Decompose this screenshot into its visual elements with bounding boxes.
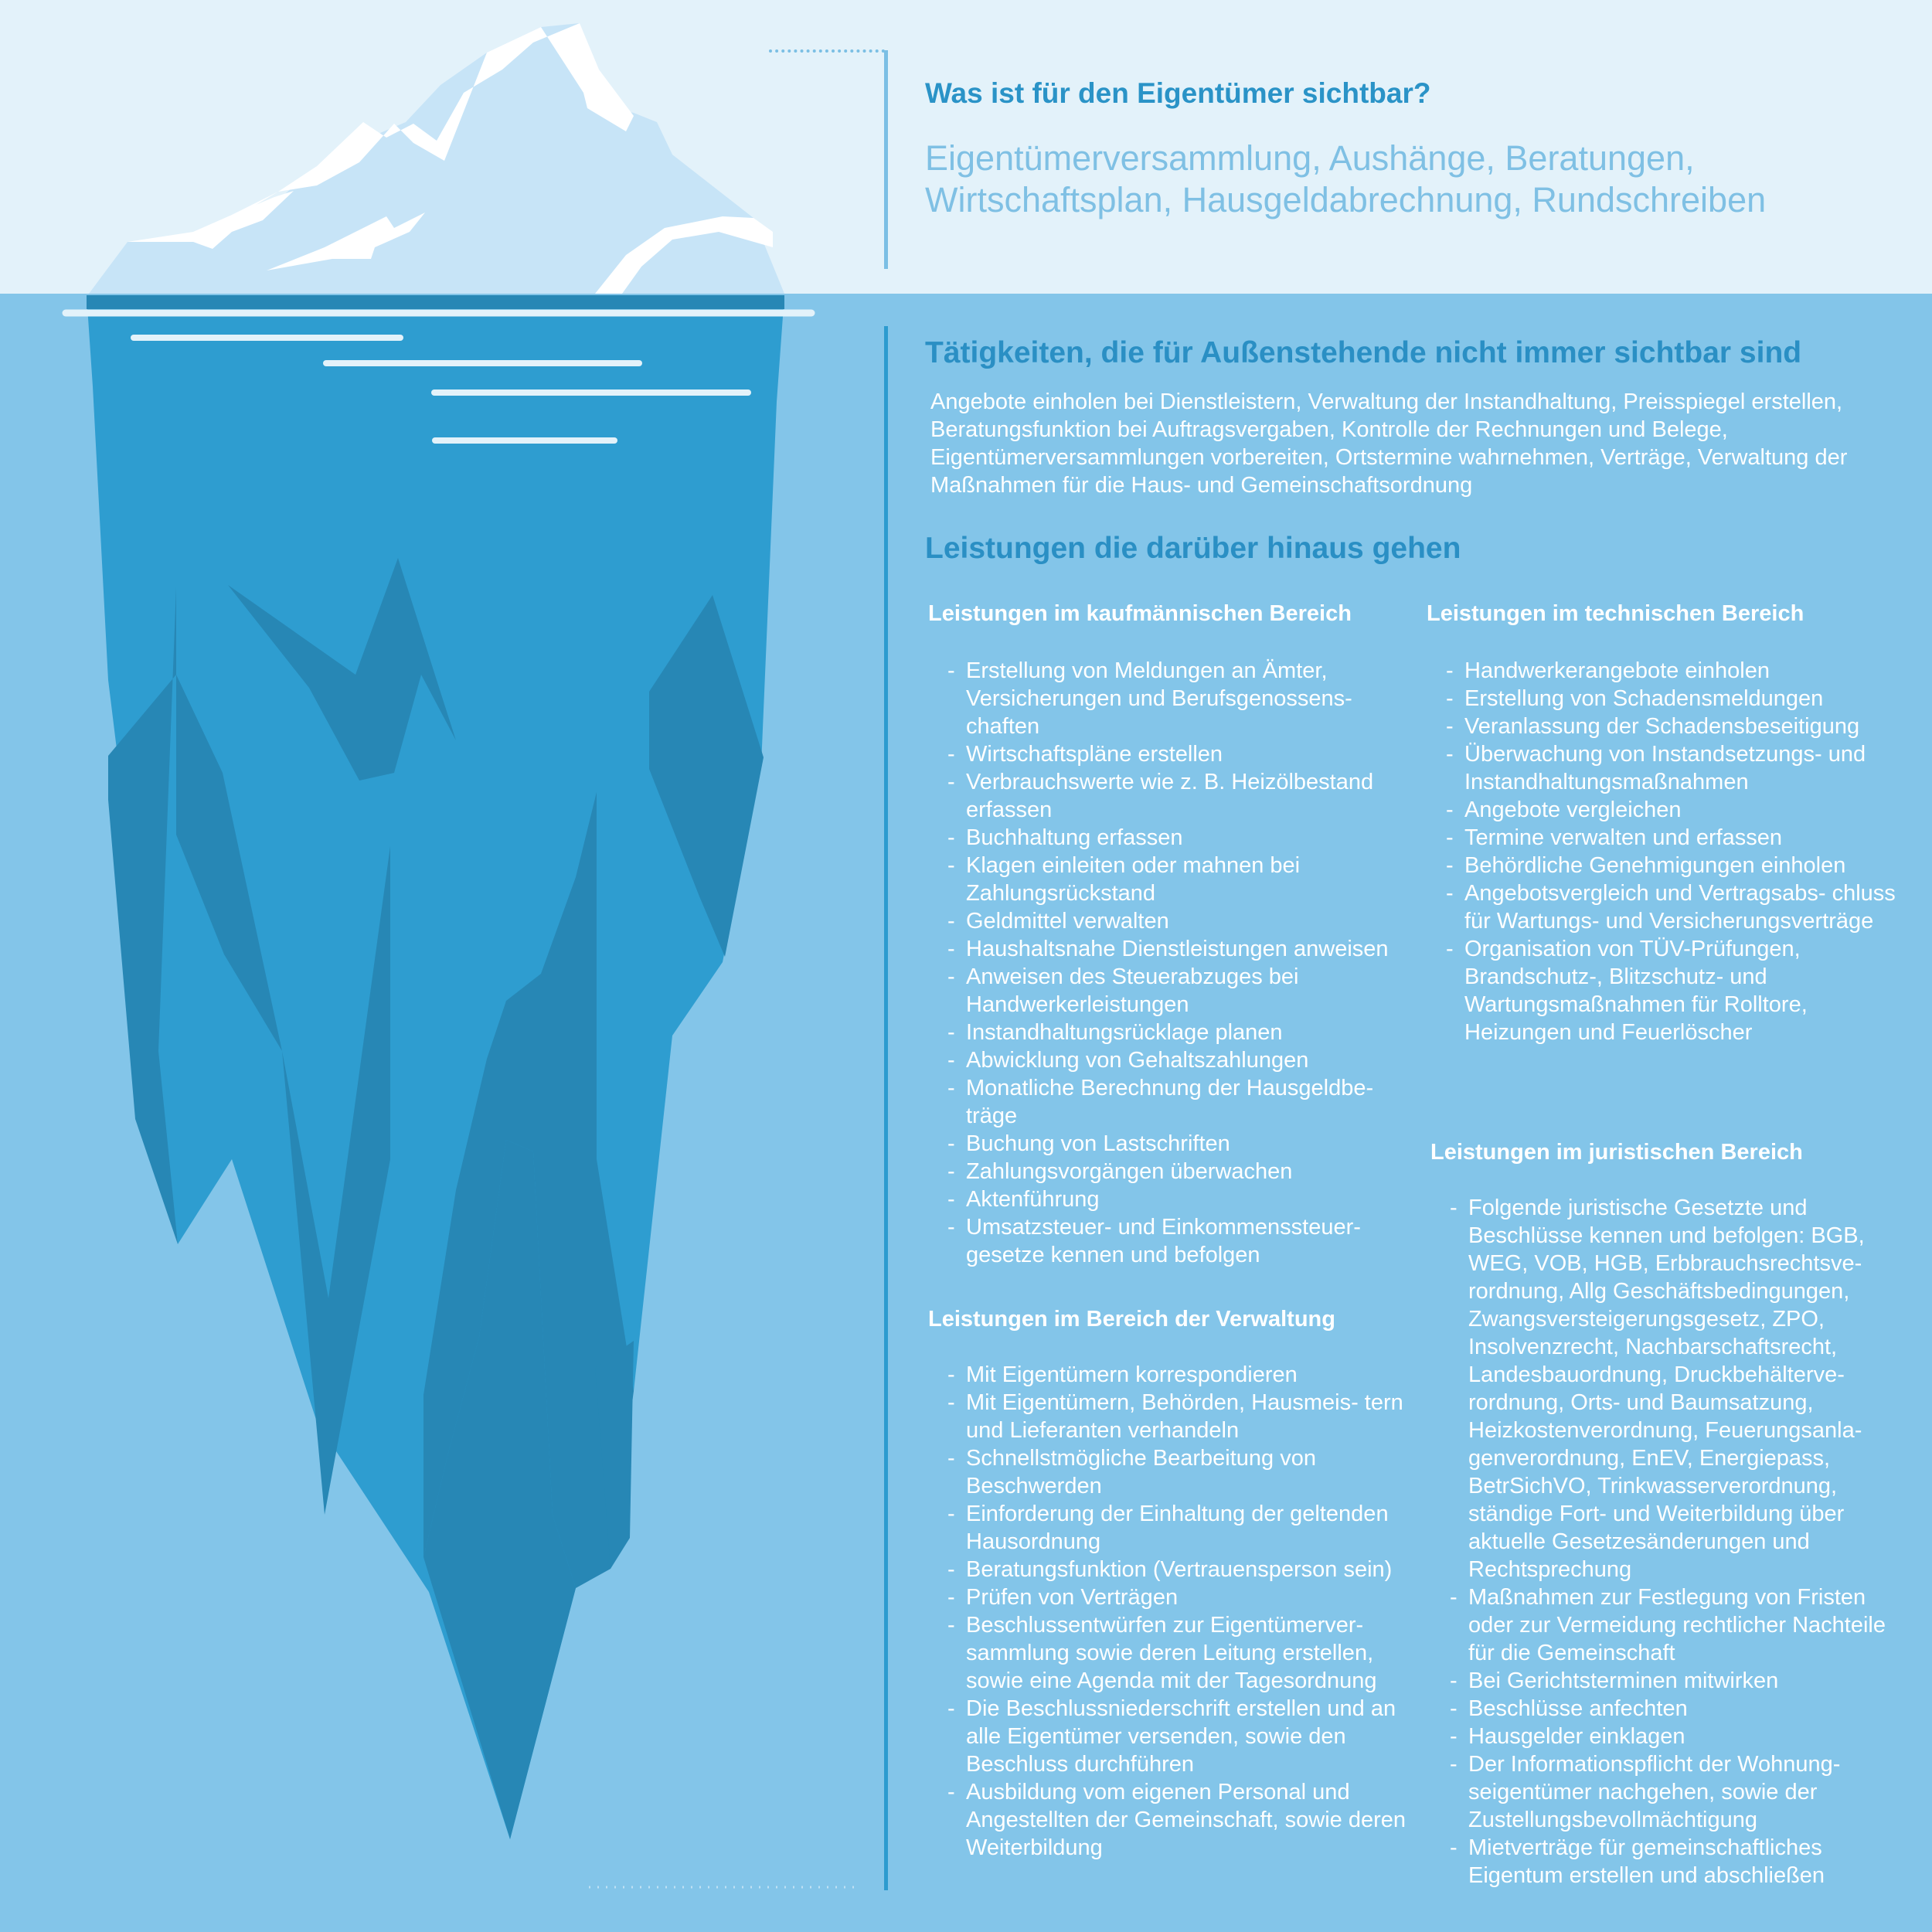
iceberg-shadow-8 xyxy=(87,295,784,309)
list-item: - Überwachung von Instandsetzungs- und Instandhaltungsmaßnahmen xyxy=(1446,740,1917,796)
list-item: - Verbrauchswerte wie z. B. Heizölbestand erfassen xyxy=(947,768,1427,824)
list-item: - Mietverträge für gemeinschaftliches Eigentum erstellen und abschließen xyxy=(1450,1834,1913,1889)
kaufmaennisch-list xyxy=(947,657,1427,1269)
list-item: - Monatliche Berechnung der Hausgeldbe- träge xyxy=(947,1074,1427,1130)
divider-top xyxy=(884,50,888,269)
list-item: - Mit Eigentümern, Behörden, Hausmeis- tern und Lieferanten verhandeln xyxy=(947,1389,1427,1444)
list-item: - Prüfen von Verträgen xyxy=(947,1583,1427,1611)
kaufmaennisch-title: Leistungen im kaufmännischen Bereich xyxy=(928,601,1352,626)
visible-body: Eigentümerversammlung, Aushänge, Beratungen, Wirtschaftsplan, Hausgeldabrechnung, Rundschreiben xyxy=(925,138,1767,219)
verwaltung-title: Leistungen im Bereich der Verwaltung xyxy=(928,1307,1335,1332)
list-item: - Umsatzsteuer- und Einkommenssteuer- gesetze kennen und befolgen xyxy=(947,1213,1427,1269)
list-item: - Folgende juristische Gesetzte und Beschlüsse kennen und befolgen: BGB, WEG, VOB, HGB, Erbbrauchsrechtsve- rordnung, Allg Geschäftsbedingungen, Zwangsversteigerungsgesetz, ZPO, Insolvenzrecht, Nachbarschaftsrecht, Landesbauordnung, Druckbehälterve- rordnung, Orts- und Baumsatzung, Heizkostenverordnung, Feuerungsanla- genverordnung, EnEV, Energiepass, BetrSichVO, Trinkwasserverordnung, ständige Fort- und Weiterbildung über aktuelle Gesetzesänderungen und Rechtsprechung xyxy=(1450,1194,1913,1583)
technisch-list xyxy=(1446,657,1917,1046)
technisch-title: Leistungen im technischen Bereich xyxy=(1427,601,1804,626)
list-item: - Aktenführung xyxy=(947,1185,1427,1213)
list-item: - Beschlussentwürfen zur Eigentümerver- sammlung sowie deren Leitung erstellen, sowie eine Agenda mit der Tagesordnung xyxy=(947,1611,1427,1695)
list-item: - Erstellung von Schadensmeldungen xyxy=(1446,685,1917,713)
hidden-body: Angebote einholen bei Dienstleistern, Verwaltung der Instandhaltung, Preisspiegel erstellen, Beratungsfunktion bei Auftragsvergaben, Kontrolle der Rechnungen und Belege, Eigentümerversammlungen vorbereiten, Ortstermine wahrnehmen, Verträge, Verwaltung der Maßnahmen für die Haus- und Gemeinschaftsordnung xyxy=(930,389,1848,498)
list-item: - Behördliche Genehmigungen einholen xyxy=(1446,852,1917,879)
list-item: - Wirtschaftspläne erstellen xyxy=(947,740,1427,768)
list-item: - Einforderung der Einhaltung der geltenden Hausordnung xyxy=(947,1500,1427,1556)
list-item: - Bei Gerichtsterminen mitwirken xyxy=(1450,1667,1913,1695)
list-item: - Beschlüsse anfechten xyxy=(1450,1695,1913,1723)
list-item: - Maßnahmen zur Festlegung von Fristen oder zur Vermeidung rechtlicher Nachteile für die Gemeinschaft xyxy=(1450,1583,1913,1667)
list-item: - Ausbildung vom eigenen Personal und Angestellten der Gemeinschaft, sowie deren Weiterbildung xyxy=(947,1778,1427,1862)
list-item: - Schnellstmögliche Bearbeitung von Beschwerden xyxy=(947,1444,1427,1500)
extra-title: Leistungen die darüber hinaus gehen xyxy=(925,532,1461,565)
list-item: - Erstellung von Meldungen an Ämter, Versicherungen und Berufsgenossens- chaften xyxy=(947,657,1427,740)
iceberg-body xyxy=(87,295,784,1839)
list-item: - Anweisen des Steuerabzuges bei Handwerkerleistungen xyxy=(947,963,1427,1019)
list-item: - Handwerkerangebote einholen xyxy=(1446,657,1917,685)
list-item: - Die Beschlussniederschrift erstellen und an alle Eigentümer versenden, sowie den Beschluss durchführen xyxy=(947,1695,1427,1778)
list-item: - Angebotsvergleich und Vertragsabs- chluss für Wartungs- und Versicherungsverträge xyxy=(1446,879,1917,935)
list-item: - Geldmittel verwalten xyxy=(947,907,1427,935)
juristisch-list xyxy=(1450,1194,1913,1889)
list-item: - Beratungsfunktion (Vertrauensperson sein) xyxy=(947,1556,1427,1583)
list-item: - Der Informationspflicht der Wohnung- seigentümer nachgehen, sowie der Zustellungsbevollmächtigung xyxy=(1450,1750,1913,1834)
hidden-title: Tätigkeiten, die für Außenstehende nicht immer sichtbar sind xyxy=(925,336,1802,369)
divider-bottom xyxy=(884,326,888,1890)
list-item: - Abwicklung von Gehaltszahlungen xyxy=(947,1046,1427,1074)
list-item: - Buchhaltung erfassen xyxy=(947,824,1427,852)
juristisch-title: Leistungen im juristischen Bereich xyxy=(1430,1140,1803,1165)
verwaltung-list xyxy=(947,1361,1427,1862)
list-item: - Termine verwalten und erfassen xyxy=(1446,824,1917,852)
list-item: - Haushaltsnahe Dienstleistungen anweisen xyxy=(947,935,1427,963)
dotted-connector xyxy=(769,49,885,53)
list-item: - Mit Eigentümern korrespondieren xyxy=(947,1361,1427,1389)
list-item: - Veranlassung der Schadensbeseitigung xyxy=(1446,713,1917,740)
list-item: - Klagen einleiten oder mahnen bei Zahlungsrückstand xyxy=(947,852,1427,907)
list-item: - Hausgelder einklagen xyxy=(1450,1723,1913,1750)
visible-title: Was ist für den Eigentümer sichtbar? xyxy=(925,77,1431,109)
list-item: - Angebote vergleichen xyxy=(1446,796,1917,824)
list-item: - Instandhaltungsrücklage planen xyxy=(947,1019,1427,1046)
list-item: - Zahlungsvorgängen überwachen xyxy=(947,1158,1427,1185)
list-item: - Buchung von Lastschriften xyxy=(947,1130,1427,1158)
iceberg-peak xyxy=(89,23,784,294)
list-item: - Organisation von TÜV-Prüfungen, Brandschutz-, Blitzschutz- und Wartungsmaßnahmen für Rolltore, Heizungen und Feuerlöscher xyxy=(1446,935,1917,1046)
